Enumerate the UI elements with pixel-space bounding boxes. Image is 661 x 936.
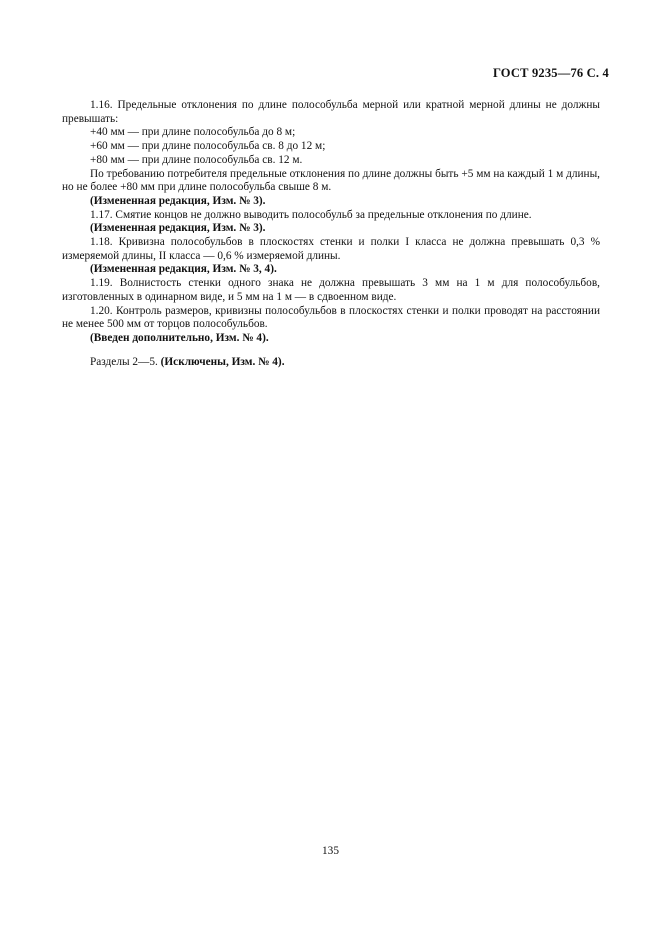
amendment-note: (Измененная редакция, Изм. № 3).: [90, 194, 266, 207]
paragraph-consumer-request: По требованию потребителя предельные отклонения по длине должны быть +5 мм на каждый 1 м длины, но не более +80 мм при длине полособульба свыше 8 м.: [62, 167, 600, 194]
paragraph-1-20: 1.20. Контроль размеров, кривизны полособульбов в плоскостях стенки и полки проводят на расстоянии не менее 500 мм от торцов полособульбов.: [62, 304, 600, 331]
paragraph-1-17: 1.17. Смятие концов не должно выводить полособульб за предельные отклонения по длине.: [90, 208, 532, 221]
paragraph-1-16: 1.16. Предельные отклонения по длине полособульба мерной или кратной мерной длины не должны превышать:: [62, 99, 600, 125]
sections-excluded: [62, 356, 600, 370]
page-number: 135: [322, 845, 339, 857]
paragraph-1-18: 1.18. Кривизна полособульбов в плоскостях стенки и полки I класса не должна превышать 0,3 % измеряемой длины, II класса — 0,6 % измеряемой длины.: [62, 236, 600, 262]
document-body: [62, 99, 600, 369]
amendment-note: (Измененная редакция, Изм. № 3).: [90, 222, 266, 235]
amendment-note: (Введен дополнительно, Изм. № 4).: [90, 331, 269, 344]
list-item: +40 мм — при длине полособульба до 8 м;: [90, 126, 296, 139]
sections-label: Разделы 2—5.: [90, 355, 161, 368]
amendment-note: (Измененная редакция, Изм. № 3, 4).: [90, 263, 277, 276]
spacer: [62, 346, 600, 356]
list-item: +60 мм — при длине полособульба св. 8 до 12 м;: [90, 140, 326, 153]
page-header: ГОСТ 9235—76 С. 4: [492, 66, 609, 80]
sections-note: (Исключены, Изм. № 4).: [160, 355, 285, 368]
list-item: +80 мм — при длине полособульба св. 12 м.: [90, 153, 303, 166]
paragraph-1-19: 1.19. Волнистость стенки одного знака не должна превышать 3 мм на 1 м для полособульбов, изготовленных в одинарном виде, и 5 мм на 1 м — в сдвоенном виде.: [62, 277, 600, 303]
